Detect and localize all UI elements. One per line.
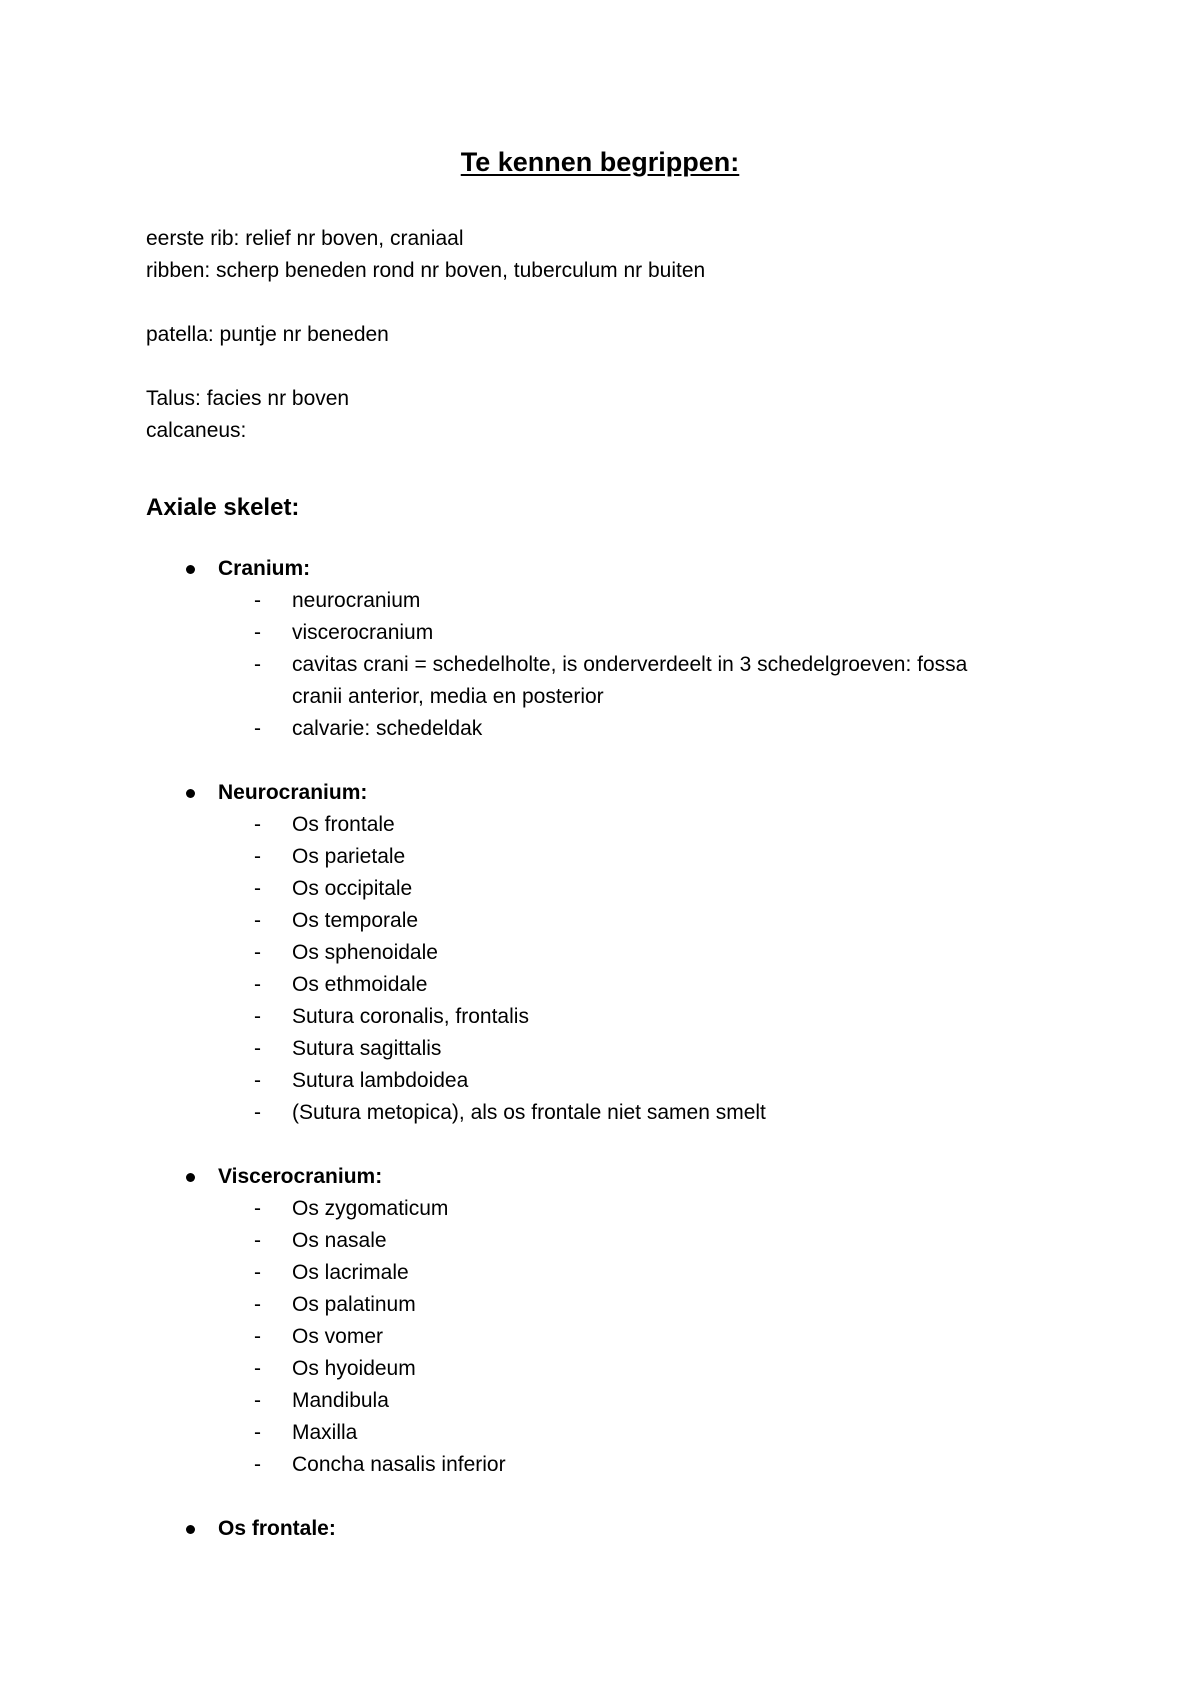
spacer — [146, 351, 1046, 383]
list-item-text: cavitas crani = schedelholte, is onderverdeelt in 3 schedelgroeven: fossa cranii anterior, media en posterior — [292, 653, 968, 708]
list-item-text: Concha nasalis inferior — [292, 1453, 506, 1476]
dash-list — [146, 1193, 1046, 1481]
list-item — [146, 905, 1012, 937]
list-item-text: Os temporale — [292, 909, 419, 932]
dash-marker: - — [254, 1197, 261, 1220]
list-item — [146, 937, 1012, 969]
list-item — [146, 809, 1012, 841]
list-item — [146, 649, 1012, 713]
spacer — [146, 745, 1046, 777]
list-item — [146, 1065, 1012, 1097]
list-item-text: Mandibula — [292, 1389, 389, 1412]
bullet-section — [146, 553, 1046, 745]
document-title: Te kennen begrippen: — [460, 147, 740, 177]
list-item — [146, 1417, 1012, 1449]
bullet-heading — [146, 553, 1046, 585]
list-item-text: Os sphenoidale — [292, 941, 438, 964]
list-item-text: Os zygomaticum — [292, 1197, 449, 1220]
list-item — [146, 873, 1012, 905]
dash-marker: - — [254, 1101, 261, 1124]
spacer — [146, 1129, 1046, 1161]
bullet-section — [146, 777, 1046, 1129]
list-item — [146, 585, 1012, 617]
bullet-heading-label: Cranium: — [218, 557, 311, 580]
list-item — [146, 841, 1012, 873]
dash-marker: - — [254, 1005, 261, 1028]
dash-marker: - — [254, 1389, 261, 1412]
dash-marker: - — [254, 1069, 261, 1092]
list-item — [146, 1097, 1012, 1129]
list-item-text: neurocranium — [292, 589, 421, 612]
list-item-text: calvarie: schedeldak — [292, 717, 483, 740]
dash-marker: - — [254, 589, 261, 612]
intro-line: ribben: scherp beneden rond nr boven, tuberculum nr buiten — [146, 259, 706, 282]
bullet-section — [146, 1161, 1046, 1481]
document-body — [146, 223, 1046, 1545]
section-heading: Axiale skelet: — [146, 494, 300, 521]
list-item — [146, 1321, 1012, 1353]
spacer — [146, 1481, 1046, 1513]
list-item-text: Sutura lambdoidea — [292, 1069, 469, 1092]
list-item-text: Os nasale — [292, 1229, 387, 1252]
list-item-text: Os parietale — [292, 845, 406, 868]
list-item-text: Os palatinum — [292, 1293, 416, 1316]
dash-marker: - — [254, 813, 261, 836]
dash-marker: - — [254, 1453, 261, 1476]
bullet-heading-label: Neurocranium: — [218, 781, 368, 804]
intro-line: patella: puntje nr beneden — [146, 323, 389, 346]
list-item — [146, 1449, 1012, 1481]
dash-marker: - — [254, 941, 261, 964]
list-item — [146, 1033, 1012, 1065]
intro-line: eerste rib: relief nr boven, craniaal — [146, 227, 464, 250]
list-item — [146, 1385, 1012, 1417]
bullet-dot-icon — [186, 1525, 195, 1534]
dash-marker: - — [254, 845, 261, 868]
dash-marker: - — [254, 621, 261, 644]
intro-line: calcaneus: — [146, 419, 247, 442]
list-item — [146, 1193, 1012, 1225]
list-item — [146, 1353, 1012, 1385]
dash-marker: - — [254, 1037, 261, 1060]
bullet-dot-icon — [186, 565, 195, 574]
dash-marker: - — [254, 909, 261, 932]
list-item — [146, 1289, 1012, 1321]
list-item-text: Os vomer — [292, 1325, 384, 1348]
intro-line: Talus: facies nr boven — [146, 387, 350, 410]
list-item-text: Os frontale — [292, 813, 395, 836]
bullet-heading-label: Viscerocranium: — [218, 1165, 383, 1188]
dash-marker: - — [254, 653, 261, 676]
spacer — [146, 525, 1046, 553]
bullet-dot-icon — [186, 1173, 195, 1182]
dash-marker: - — [254, 1261, 261, 1284]
dash-marker: - — [254, 717, 261, 740]
dash-marker: - — [254, 973, 261, 996]
list-item-text: (Sutura metopica), als os frontale niet samen smelt — [292, 1101, 766, 1124]
list-item-text: Sutura sagittalis — [292, 1037, 442, 1060]
dash-list — [146, 585, 1046, 745]
list-item-text: Maxilla — [292, 1421, 358, 1444]
dash-marker: - — [254, 1421, 261, 1444]
bullet-dot-icon — [186, 789, 195, 798]
spacer — [146, 447, 1046, 479]
dash-marker: - — [254, 1229, 261, 1252]
bullet-heading — [146, 1513, 1046, 1545]
list-item — [146, 969, 1012, 1001]
spacer — [146, 287, 1046, 319]
dash-marker: - — [254, 1293, 261, 1316]
bullet-sections — [146, 553, 1046, 1545]
list-item-text: Os lacrimale — [292, 1261, 409, 1284]
list-item — [146, 617, 1012, 649]
list-item — [146, 1001, 1012, 1033]
list-item-text: Os ethmoidale — [292, 973, 428, 996]
dash-marker: - — [254, 877, 261, 900]
list-item-text: Sutura coronalis, frontalis — [292, 1005, 529, 1028]
dash-list — [146, 809, 1046, 1129]
list-item-text: viscerocranium — [292, 621, 434, 644]
bullet-section — [146, 1513, 1046, 1545]
list-item — [146, 1257, 1012, 1289]
dash-marker: - — [254, 1325, 261, 1348]
bullet-heading-label: Os frontale: — [218, 1517, 336, 1540]
list-item — [146, 1225, 1012, 1257]
dash-marker: - — [254, 1357, 261, 1380]
list-item — [146, 713, 1012, 745]
list-item-text: Os occipitale — [292, 877, 413, 900]
list-item-text: Os hyoideum — [292, 1357, 416, 1380]
bullet-heading — [146, 1161, 1046, 1193]
bullet-heading — [146, 777, 1046, 809]
